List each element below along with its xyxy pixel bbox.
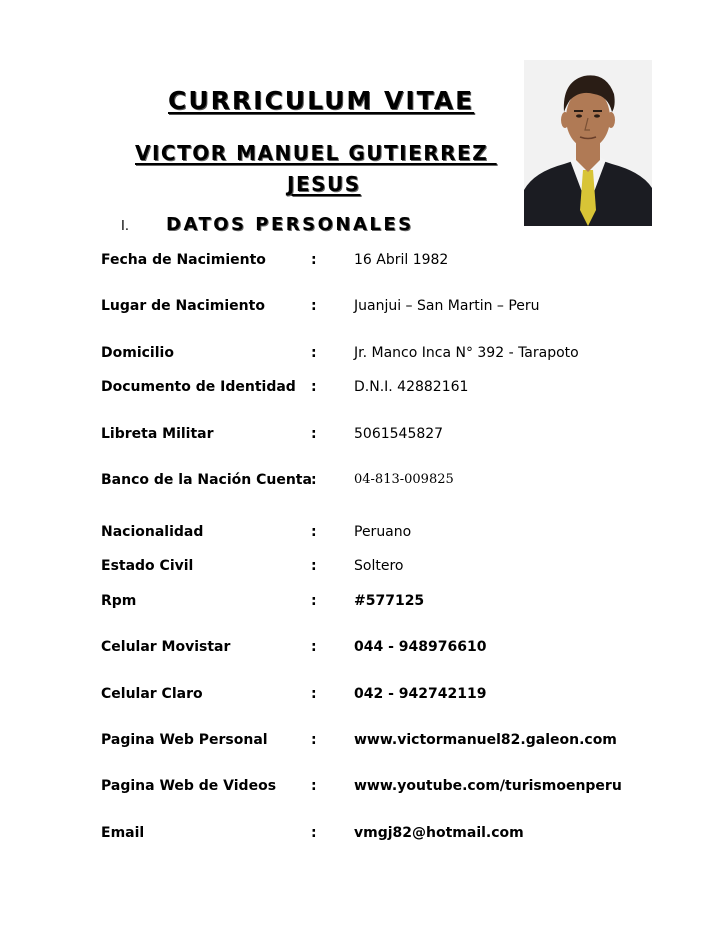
field-colon: : [311,524,317,540]
field-colon: : [311,639,317,655]
field-label: Celular Movistar [101,639,231,655]
field-row [0,639,728,659]
person-name-line-2: JESUS [287,172,361,196]
field-row [0,379,728,399]
section-title: DATOS PERSONALES [166,214,414,235]
field-value: Peruano [354,524,412,540]
field-row [0,732,728,752]
field-value: Jr. Manco Inca N° 392 - Tarapoto [354,345,579,361]
field-row [0,472,728,492]
field-colon: : [311,379,317,395]
field-label: Celular Claro [101,686,203,702]
field-row [0,825,728,845]
field-value: 042 - 942742119 [354,686,487,702]
field-row [0,593,728,613]
field-colon: : [311,298,317,314]
field-label: Documento de Identidad [101,379,296,395]
field-label: Nacionalidad [101,524,204,540]
field-label: Estado Civil [101,558,194,574]
field-value: Soltero [354,558,404,574]
field-label: Libreta Militar [101,426,214,442]
field-value: D.N.I. 42882161 [354,379,469,395]
field-colon: : [311,472,317,488]
field-label: Rpm [101,593,137,609]
field-label: Lugar de Nacimiento [101,298,265,314]
person-name-line-1: VICTOR MANUEL GUTIERREZ [135,141,497,165]
field-colon: : [311,252,317,268]
field-label: Fecha de Nacimiento [101,252,266,268]
field-label: Domicilio [101,345,174,361]
field-value: 16 Abril 1982 [354,252,449,268]
field-value: www.victormanuel82.galeon.com [354,732,617,748]
section-number: I. [121,219,129,234]
field-colon: : [311,345,317,361]
field-row [0,426,728,446]
field-row [0,778,728,798]
portrait-icon [524,60,652,226]
field-value: Juanjui – San Martin – Peru [354,298,540,314]
field-label: Pagina Web de Videos [101,778,277,794]
field-label: Email [101,825,145,841]
field-row [0,558,728,578]
field-value: 044 - 948976610 [354,639,487,655]
field-row [0,686,728,706]
document-title: CURRICULUM VITAE [168,86,475,115]
field-colon: : [311,558,317,574]
field-row [0,345,728,365]
field-value: 04-813-009825 [354,472,454,487]
field-value: vmgj82@hotmail.com [354,825,524,841]
field-colon: : [311,593,317,609]
field-value: 5061545827 [354,426,444,442]
field-value: #577125 [354,593,425,609]
field-row [0,524,728,544]
field-row [0,252,728,272]
field-colon: : [311,686,317,702]
field-colon: : [311,426,317,442]
field-label: Pagina Web Personal [101,732,268,748]
field-row [0,298,728,318]
field-colon: : [311,825,317,841]
field-label: Banco de la Nación Cuenta [101,472,312,488]
field-colon: : [311,778,317,794]
field-value: www.youtube.com/turismoenperu [354,778,622,794]
field-colon: : [311,732,317,748]
portrait-photo [524,60,652,226]
